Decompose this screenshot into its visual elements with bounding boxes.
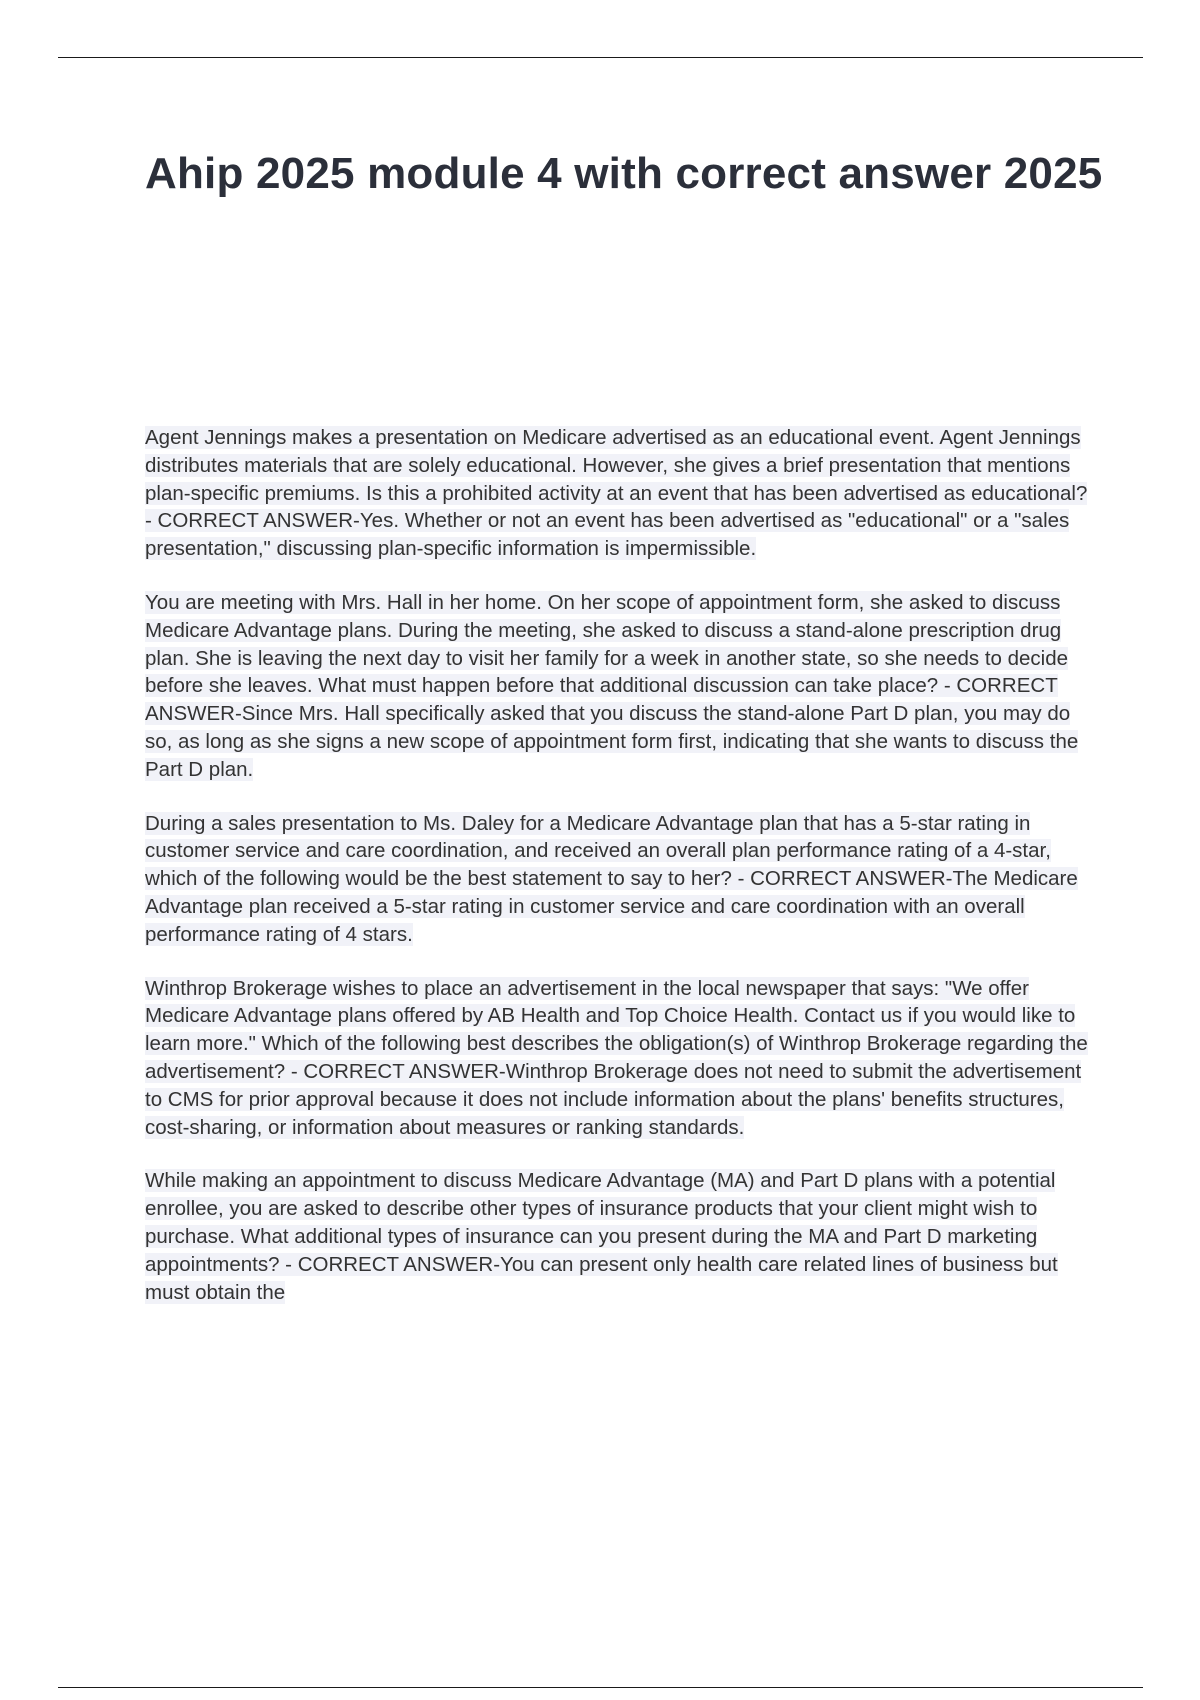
qa-entry-text: Agent Jennings makes a presentation on Medicare advertised as an educational event. Agent Jennings distributes materials that are solely educational. However, she gives a brief presentation that mentions plan-specific premiums. Is this a prohibited activity at an event that has been advertised as educational? - CORRECT ANSWER-Yes. Whether or not an event has been advertised as "educational" or a "sales presentation," discussing plan-specific information is impermissible. xyxy=(145,426,1088,561)
qa-entry-4 xyxy=(145,975,1090,1142)
qa-entry-1 xyxy=(145,424,1090,563)
qa-entry-5 xyxy=(145,1167,1090,1306)
qa-entry-3 xyxy=(145,810,1090,949)
top-divider xyxy=(58,57,1143,58)
qa-entry-2 xyxy=(145,589,1090,784)
qa-entry-text: Winthrop Brokerage wishes to place an advertisement in the local newspaper that says: "We offer Medicare Advantage plans offered by AB Health and Top Choice Health. Contact us if you would like to learn more." Which of the following best describes the obligation(s) of Winthrop Brokerage regarding the advertisement? - CORRECT ANSWER-Winthrop Brokerage does not need to submit the advertisement to CMS for prior approval because it does not include information about the plans' benefits structures, cost-sharing, or information about measures or ranking standards. xyxy=(145,976,1088,1139)
qa-entry-text: During a sales presentation to Ms. Daley for a Medicare Advantage plan that has a 5-star rating in customer service and care coordination, and received an overall plan performance rating of a 4-star, which of the following would be the best statement to say to her? - CORRECT ANSWER-The Medicare Advantage plan received a 5-star rating in customer service and care coordination with an overall performance rating of 4 stars. xyxy=(145,811,1078,946)
qa-entry-text: While making an appointment to discuss Medicare Advantage (MA) and Part D plans with a potential enrollee, you are asked to describe other types of insurance products that your client might wish to purchase. What additional types of insurance can you present during the MA and Part D marketing appointments? - CORRECT ANSWER-You can present only health care related lines of business but must obtain the xyxy=(145,1169,1058,1304)
document-title: Ahip 2025 module 4 with correct answer 2025 xyxy=(145,149,1103,198)
question-answer-list xyxy=(145,424,1090,1332)
bottom-divider xyxy=(58,1687,1143,1688)
qa-entry-text: You are meeting with Mrs. Hall in her home. On her scope of appointment form, she asked to discuss Medicare Advantage plans. During the meeting, she asked to discuss a stand-alone prescription drug plan. She is leaving the next day to visit her family for a week in another state, so she needs to decide before she leaves. What must happen before that additional discussion can take place? - CORRECT ANSWER-Since Mrs. Hall specifically asked that you discuss the stand-alone Part D plan, you may do so, as long as she signs a new scope of appointment form first, indicating that she wants to discuss the Part D plan. xyxy=(145,590,1079,781)
